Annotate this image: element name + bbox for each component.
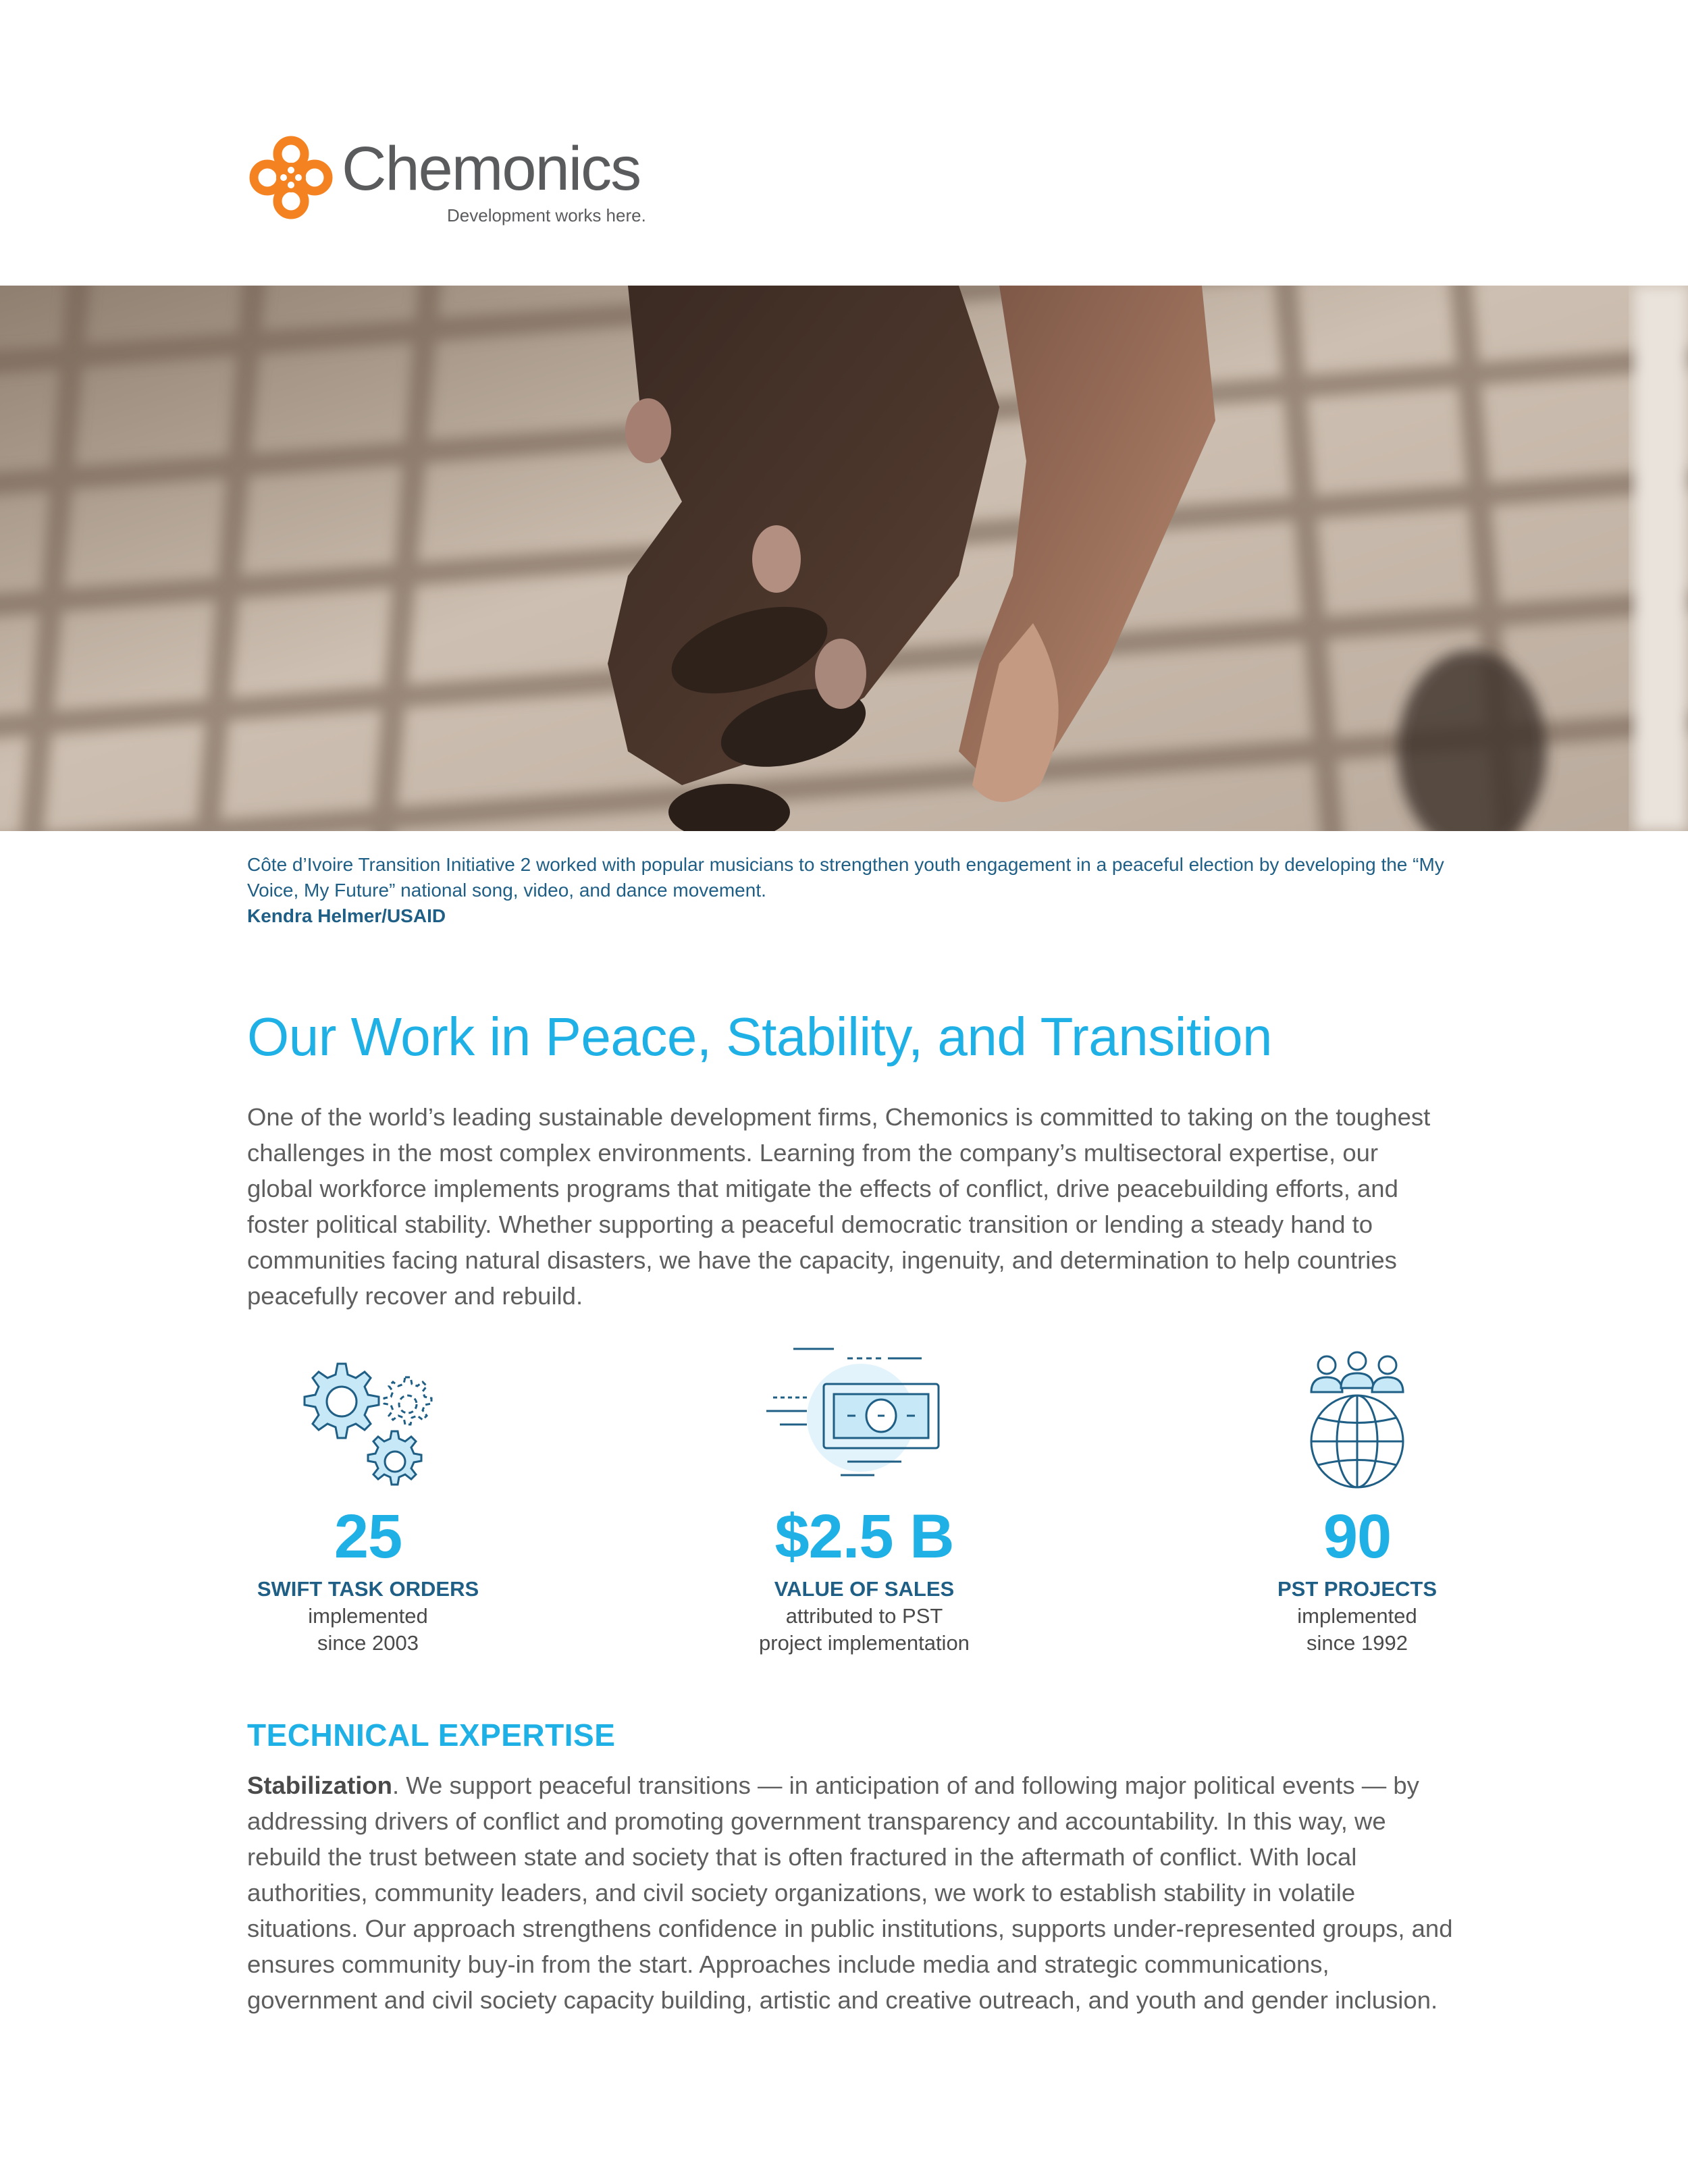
stat-description-line-2: since 1992 xyxy=(1307,1631,1408,1655)
stat-description-line-1: attributed to PST xyxy=(785,1604,943,1628)
stabilization-text: . We support peaceful transitions — in anticipation of and following major political events — by addressing drivers of conflict and promoting government transparency and accountability. In this way, we rebuild the trust between state and society that is often fractured in the aftermath of conflict. With local authorities, community leaders, and civil society organizations, we work to establish stability in volatile situations. Our approach strengthens confidence in public institutions, supports under-represented groups, and ensures community buy-in from the start. Approaches include media and strategic communications, government and civil society capacity building, artistic and creative outreach, and youth and gender inclusion. xyxy=(247,1772,1453,2014)
photo-credit: Kendra Helmer/USAID xyxy=(247,905,446,926)
stat-value: $2.5 B xyxy=(774,1502,954,1571)
caption-text: Côte d’Ivoire Transition Initiative 2 worked with popular musicians to strengthen youth engagement in a peaceful election by developing the “My Voice, My Future” national song, video, and dance movement. xyxy=(247,854,1444,901)
stat-value: 90 xyxy=(1323,1502,1392,1571)
stat-description-line-2: since 2003 xyxy=(317,1631,419,1655)
people-globe-icon xyxy=(1303,1350,1411,1492)
stat-description-line-2: project implementation xyxy=(759,1631,970,1655)
stat-value: 25 xyxy=(334,1502,402,1571)
photo-caption xyxy=(247,852,1462,929)
section-heading-technical-expertise: TECHNICAL EXPERTISE xyxy=(247,1717,616,1753)
stat-description-line-1: implemented xyxy=(1297,1604,1417,1628)
stabilization-paragraph xyxy=(247,1767,1456,2018)
stat-label: SWIFT TASK ORDERS xyxy=(257,1577,479,1601)
chemonics-logo-mark-icon xyxy=(247,134,335,221)
stat-pst-projects xyxy=(1222,1350,1492,1657)
gears-icon xyxy=(290,1350,446,1492)
clasped-hands-photo-icon xyxy=(0,286,1688,831)
stabilization-lead: Stabilization xyxy=(247,1772,392,1799)
stat-swift-task-orders xyxy=(233,1350,503,1657)
hero-photo xyxy=(0,286,1688,831)
stat-description-line-1: implemented xyxy=(308,1604,428,1628)
stat-label: PST PROJECTS xyxy=(1277,1577,1437,1601)
intro-paragraph: One of the world’s leading sustainable development firms, Chemonics is committed to taking on the toughest challenges in the most complex environments. Learning from the company’s multisectoral expertise, our global workforce implements programs that mitigate the effects of conflict, drive peacebuilding efforts, and foster political stability. Whether supporting a peaceful democratic transition or lending a steady hand to communities facing natural disasters, we have the capacity, ingenuity, and determination to help countries peacefully recover and rebuild. xyxy=(247,1103,1431,1310)
money-bill-icon xyxy=(766,1343,962,1492)
stat-label: VALUE OF SALES xyxy=(774,1577,955,1601)
stat-value-of-sales xyxy=(695,1343,1033,1657)
chemonics-logo xyxy=(247,134,652,235)
logo-tagline: Development works here. xyxy=(447,205,646,225)
logo-wordmark: Chemonics xyxy=(342,134,641,203)
page-title: Our Work in Peace, Stability, and Transition xyxy=(247,1007,1272,1067)
